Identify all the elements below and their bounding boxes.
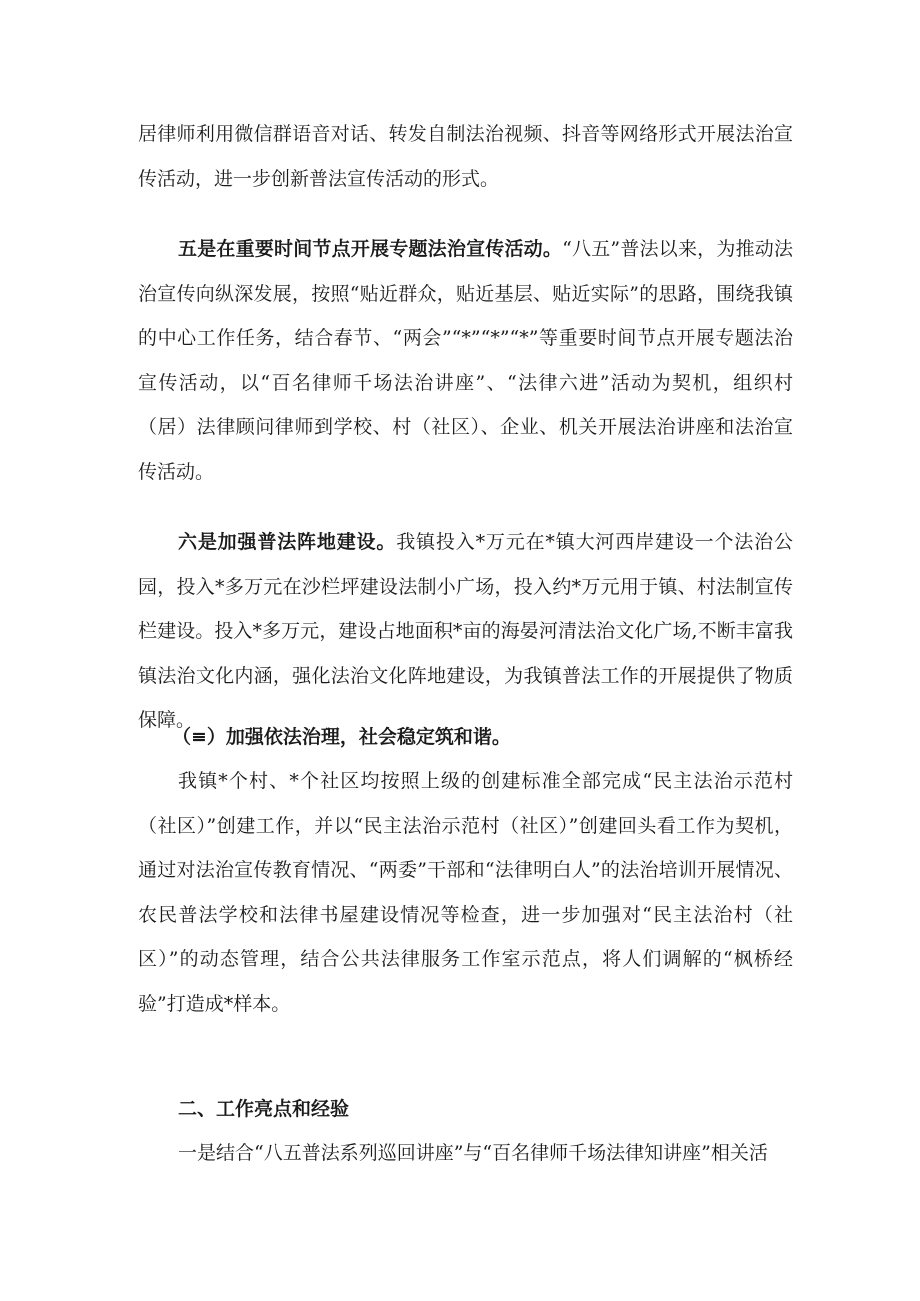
paragraph-lead: 五是在重要时间节点开展专题法治宣传活动。 <box>178 238 563 260</box>
paragraph-text: 我镇投入*万元在*镇大河西岸建设一个法治公园，投入*多万元在沙栏坪建设法制小广场，投入约*万元用于镇、村法制宣传栏建设。投入*多万元，建设占地面积*亩的海晏河清法治文化广场,不断丰富我镇法治文化内涵，强化法治文化阵地建设，为我镇普法工作的开展提供了物质保障。 <box>138 531 793 731</box>
paragraph-text: 一是结合“八五普法系列巡回讲座”与“百名律师千场法律知讲座”相关活 <box>178 1142 768 1164</box>
paragraph-text: “八五”普法以来，为推动法治宣传向纵深发展，按照“贴近群众，贴近基层、贴近实际”的思路，围绕我镇的中心工作任务，结合春节、“两会”“*”“*”“*”等重要时间节点开展专题法治宣传活动，以“百名律师千场法治讲座”、“法律六进”活动为契机，组织村（居）法律顾问律师到学校、村（社区）、企业、机关开展法治讲座和法治宣传活动。 <box>138 238 793 483</box>
paragraph-position-building <box>138 520 793 743</box>
section-heading-highlights: 二、工作亮点和经验 <box>178 1098 350 1120</box>
paragraph-text: 居律师利用微信群语音对话、转发自制法治视频、抖音等网络形式开展法治宣传活动，进一步创新普法宣传活动的形式。 <box>138 123 793 190</box>
paragraph-lead: 六是加强普法阵地建设。 <box>178 531 397 553</box>
paragraph-key-time-nodes <box>138 227 793 494</box>
paragraph-online-publicity <box>138 112 793 201</box>
paragraph-lecture-series <box>138 1131 793 1176</box>
section-heading-governance: （≡）加强依法治理，社会稳定筑和谐。 <box>172 726 511 748</box>
paragraph-democratic-villages <box>138 759 793 1026</box>
paragraph-text: 我镇*个村、*个社区均按照上级的创建标准全部完成“民主法治示范村（社区）”创建工作，并以“民主法治示范村（社区）”创建回头看工作为契机，通过对法治宣传教育情况、“两委”干部和“法律明白人”的法治培训开展情况、农民普法学校和法律书屋建设情况等检查，进一步加强对“民主法治村（社区）”的动态管理，结合公共法律服务工作室示范点，将人们调解的“枫桥经验”打造成*样本。 <box>138 770 793 1015</box>
